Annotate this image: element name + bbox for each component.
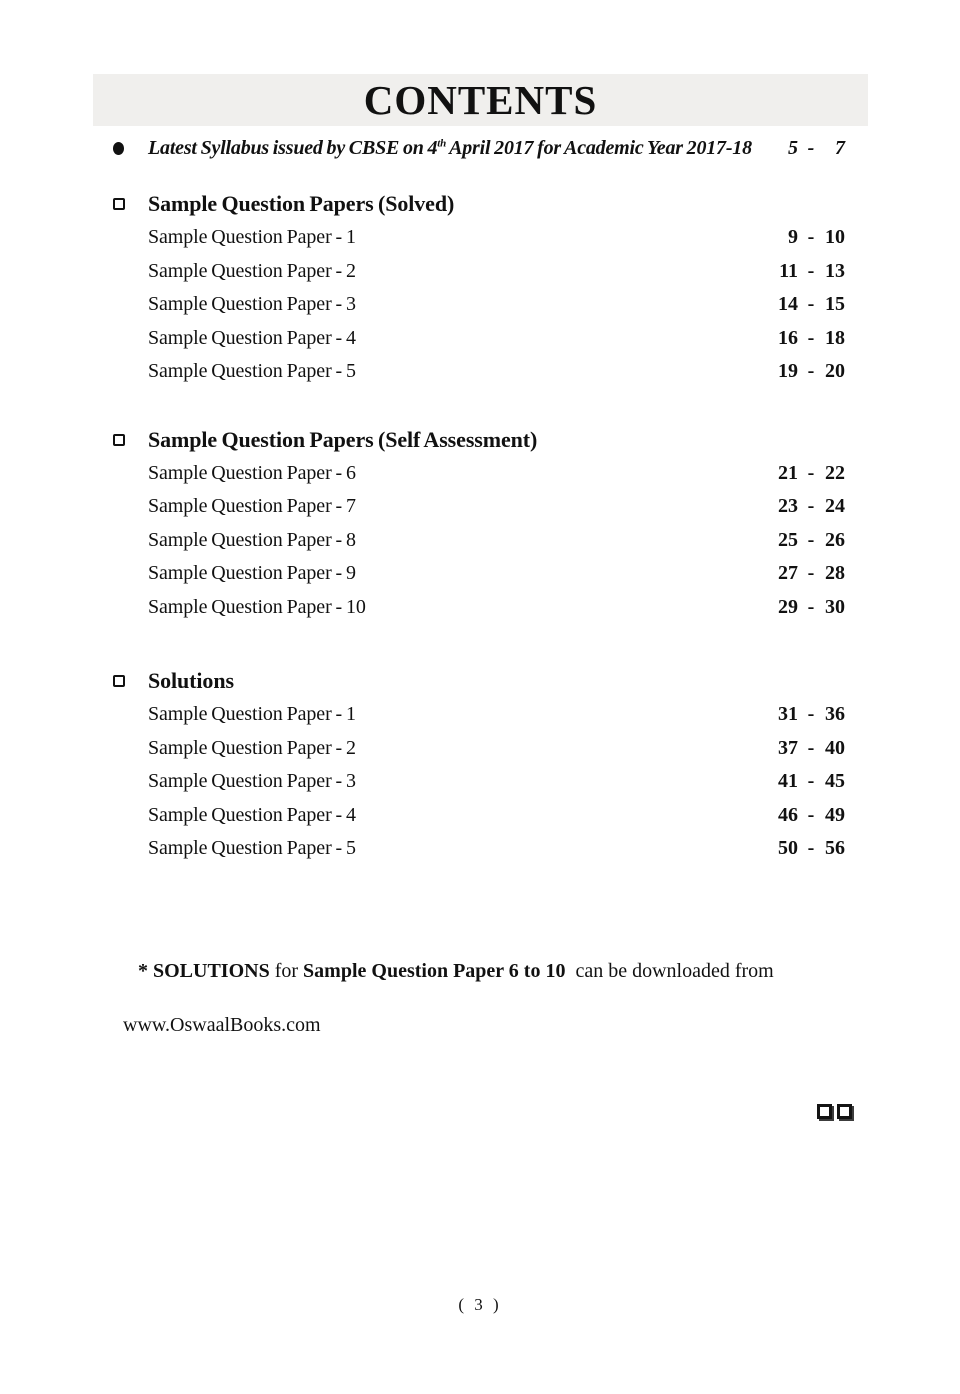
entry-label: Sample Question Paper - 7 bbox=[148, 495, 356, 518]
toc-section bbox=[113, 187, 845, 389]
footnote-url: www.OswaalBooks.com bbox=[123, 1013, 321, 1036]
entry-label: Sample Question Paper - 1 bbox=[148, 226, 356, 249]
page-end: 20 bbox=[825, 360, 845, 383]
page-end: 56 bbox=[825, 837, 845, 860]
page-title-band bbox=[93, 74, 868, 126]
page-end: 30 bbox=[825, 595, 845, 618]
page-start: 31 bbox=[778, 703, 798, 726]
footnote-bold-range: Sample Question Paper 6 to 10 bbox=[303, 959, 566, 982]
entry-page-range bbox=[755, 529, 845, 552]
page-separator: - bbox=[807, 495, 815, 518]
toc-entry bbox=[113, 799, 845, 833]
entry-label: Sample Question Paper - 3 bbox=[148, 293, 356, 316]
entry-label: Sample Question Paper - 2 bbox=[148, 259, 356, 282]
toc-sections bbox=[113, 187, 845, 866]
toc-entry bbox=[113, 524, 845, 558]
section-heading-row bbox=[113, 664, 845, 698]
toc-entry bbox=[113, 591, 845, 625]
page-start: 27 bbox=[778, 562, 798, 585]
page-end: 40 bbox=[825, 736, 845, 759]
page-end: 36 bbox=[825, 703, 845, 726]
entry-label: Sample Question Paper - 6 bbox=[148, 461, 356, 484]
page-start: 14 bbox=[778, 293, 798, 316]
page-separator: - bbox=[807, 703, 815, 726]
entry-label: Sample Question Paper - 2 bbox=[148, 736, 356, 759]
footnote-bold-prefix: * SOLUTIONS bbox=[138, 959, 270, 982]
page-start: 23 bbox=[778, 495, 798, 518]
page-start: 21 bbox=[778, 461, 798, 484]
entry-page-range bbox=[755, 770, 845, 793]
bullet-dot-icon bbox=[113, 142, 124, 155]
entry-page-range bbox=[755, 226, 845, 249]
page-end: 7 bbox=[835, 136, 845, 159]
entry-label: Sample Question Paper - 1 bbox=[148, 703, 356, 726]
toc-content bbox=[113, 131, 845, 1119]
page-separator: - bbox=[807, 259, 815, 282]
toc-entry bbox=[113, 698, 845, 732]
page-separator: - bbox=[807, 736, 815, 759]
toc-entry bbox=[113, 490, 845, 524]
toc-entry bbox=[113, 457, 845, 491]
toc-entry bbox=[113, 832, 845, 866]
toc-entry bbox=[113, 288, 845, 322]
page-end: 26 bbox=[825, 528, 845, 551]
section-heading: Sample Question Papers (Self Assessment) bbox=[148, 426, 538, 452]
entry-label: Sample Question Paper - 9 bbox=[148, 562, 356, 585]
shadowed-square-icon bbox=[837, 1104, 852, 1119]
section-marker bbox=[113, 198, 148, 210]
entry-page-range bbox=[755, 703, 845, 726]
entry-label: Sample Question Paper - 4 bbox=[148, 803, 356, 826]
syllabus-text-end: April 2017 for Academic Year 2017-18 bbox=[446, 136, 752, 159]
section-heading-row bbox=[113, 423, 845, 457]
entry-page-range bbox=[755, 562, 845, 585]
syllabus-text-start: Latest Syllabus issued by CBSE on 4 bbox=[148, 136, 438, 159]
page-separator: - bbox=[807, 837, 815, 860]
footnote-text-tail: can be downloaded from bbox=[565, 959, 774, 982]
page-separator: - bbox=[807, 595, 815, 618]
entry-label: Sample Question Paper - 10 bbox=[148, 595, 366, 618]
square-bullet-icon bbox=[113, 434, 125, 446]
entry-page-range bbox=[755, 804, 845, 827]
end-of-contents-marker bbox=[113, 1104, 852, 1119]
entry-page-range bbox=[755, 837, 845, 860]
entry-page-range bbox=[755, 737, 845, 760]
page-start: 41 bbox=[778, 770, 798, 793]
syllabus-marker bbox=[113, 142, 148, 155]
entry-label: Sample Question Paper - 5 bbox=[148, 360, 356, 383]
footnote-text: for bbox=[269, 959, 304, 982]
entry-page-range bbox=[755, 462, 845, 485]
toc-entry bbox=[113, 732, 845, 766]
page-start: 25 bbox=[778, 528, 798, 551]
section-heading: Sample Question Papers (Solved) bbox=[148, 191, 455, 216]
page-start: 9 bbox=[788, 226, 798, 249]
entry-page-range bbox=[755, 327, 845, 350]
toc-entry bbox=[113, 322, 845, 356]
ordinal-superscript: th bbox=[437, 136, 447, 149]
toc-entry bbox=[113, 255, 845, 289]
entry-label: Sample Question Paper - 3 bbox=[148, 770, 356, 793]
entry-label: Sample Question Paper - 8 bbox=[148, 528, 356, 551]
toc-entry bbox=[113, 221, 845, 255]
page-start: 37 bbox=[778, 736, 798, 759]
shadowed-square-icon bbox=[817, 1104, 832, 1119]
page-start: 19 bbox=[778, 360, 798, 383]
page-separator: - bbox=[807, 461, 815, 484]
page-end: 49 bbox=[825, 803, 845, 826]
contents-page bbox=[0, 74, 960, 1394]
square-bullet-icon bbox=[113, 198, 125, 210]
page-separator: - bbox=[807, 326, 815, 349]
toc-section bbox=[113, 423, 845, 625]
page-end: 45 bbox=[825, 770, 845, 793]
toc-entry bbox=[113, 765, 845, 799]
page-separator: - bbox=[807, 770, 815, 793]
page-separator: - bbox=[807, 528, 815, 551]
section-marker bbox=[113, 434, 148, 446]
toc-entry bbox=[113, 355, 845, 389]
entry-page-range bbox=[755, 293, 845, 316]
page-end: 15 bbox=[825, 293, 845, 316]
page-end: 18 bbox=[825, 326, 845, 349]
page-end: 13 bbox=[825, 259, 845, 282]
page-end: 24 bbox=[825, 495, 845, 518]
page-separator: - bbox=[807, 803, 815, 826]
page-start: 5 bbox=[788, 136, 798, 159]
section-marker bbox=[113, 675, 148, 687]
syllabus-page-range bbox=[755, 137, 845, 160]
section-heading: Solutions bbox=[148, 668, 234, 693]
entry-page-range bbox=[755, 260, 845, 283]
entry-label: Sample Question Paper - 5 bbox=[148, 837, 356, 860]
page-separator: - bbox=[807, 293, 815, 316]
page-start: 11 bbox=[779, 259, 798, 282]
page-separator: - bbox=[807, 562, 815, 585]
page-end: 28 bbox=[825, 562, 845, 585]
square-bullet-icon bbox=[113, 675, 125, 687]
toc-section bbox=[113, 664, 845, 866]
entry-page-range bbox=[755, 495, 845, 518]
entry-page-range bbox=[755, 360, 845, 383]
page-separator: - bbox=[807, 226, 815, 249]
page-start: 29 bbox=[778, 595, 798, 618]
page-end: 10 bbox=[825, 226, 845, 249]
section-heading-row bbox=[113, 187, 845, 221]
page-separator: - bbox=[807, 360, 815, 383]
entry-page-range bbox=[755, 596, 845, 619]
page-separator: - bbox=[807, 136, 815, 159]
page-number: ( 3 ) bbox=[458, 1295, 502, 1314]
page-title: CONTENTS bbox=[363, 77, 598, 123]
page-start: 46 bbox=[778, 803, 798, 826]
entry-label: Sample Question Paper - 4 bbox=[148, 326, 356, 349]
syllabus-entry bbox=[113, 131, 845, 165]
syllabus-label bbox=[148, 137, 755, 160]
toc-entry bbox=[113, 557, 845, 591]
page-start: 16 bbox=[778, 326, 798, 349]
page-end: 22 bbox=[825, 461, 845, 484]
page-start: 50 bbox=[778, 837, 798, 860]
footnote bbox=[108, 931, 845, 1093]
